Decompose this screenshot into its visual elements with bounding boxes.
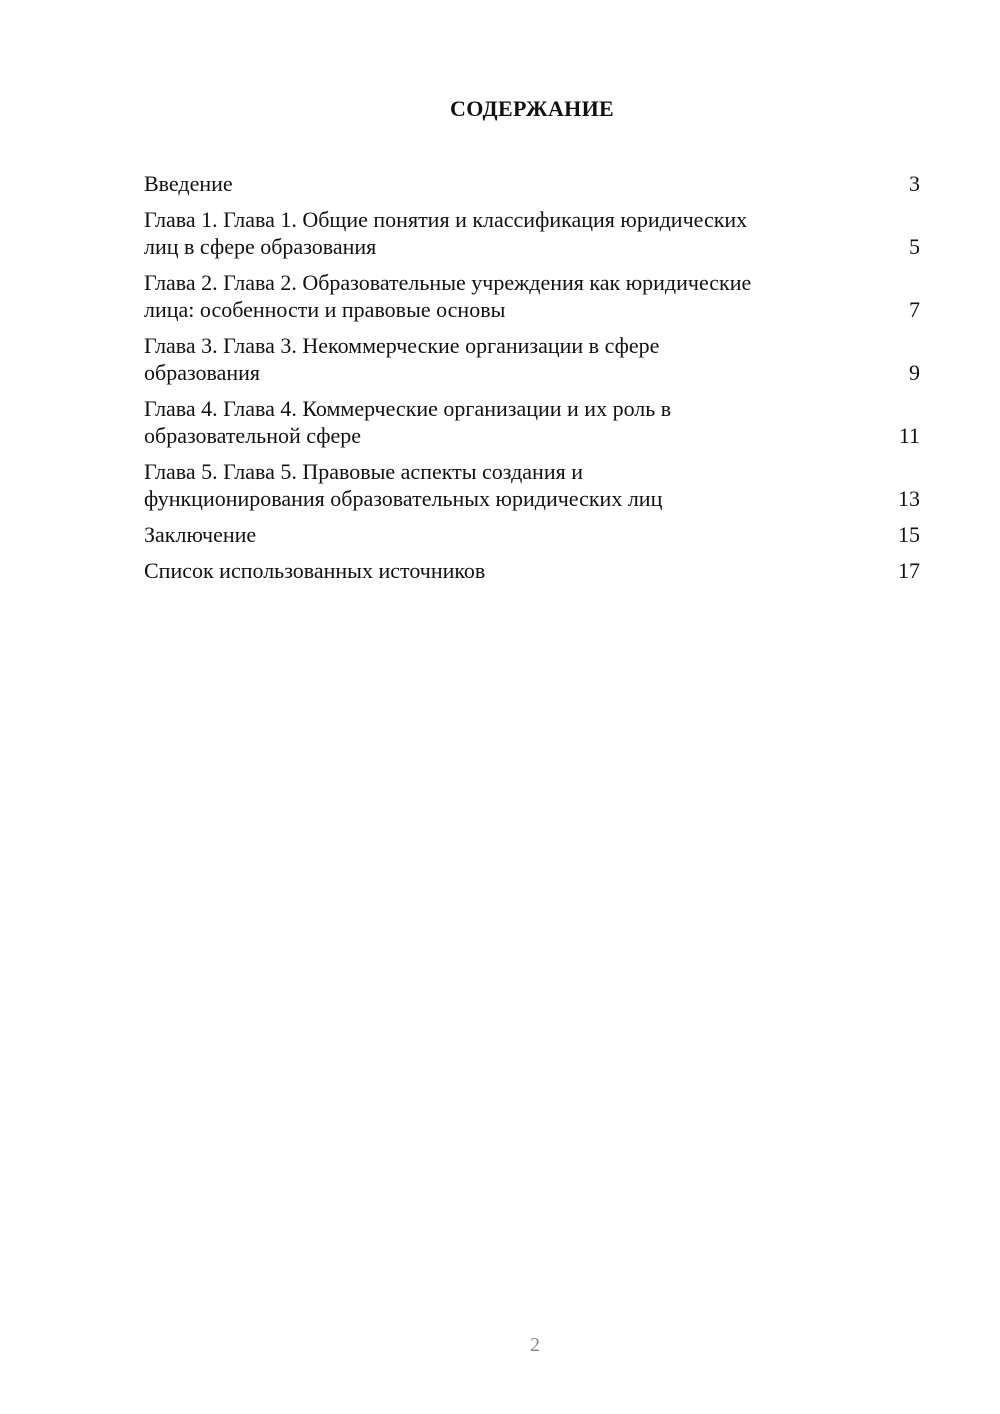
toc-entry-title: Глава 1. Глава 1. Общие понятия и классификация юридических лиц в сфере образования [144, 207, 748, 259]
toc-entry-page: 7 [909, 297, 920, 322]
toc-entry-conclusion [144, 521, 920, 548]
toc-entry-title: Глава 4. Глава 4. Коммерческие организации и их роль в образовательной сфере [144, 396, 672, 448]
toc-entry-page: 3 [909, 171, 920, 196]
toc-entry-title: Глава 5. Глава 5. Правовые аспекты создания и функционирования образовательных юридических лиц [144, 459, 663, 511]
toc-entry-page: 9 [909, 360, 920, 385]
toc-entry-chapter-5 [144, 458, 920, 512]
toc-entry-references [144, 557, 920, 584]
page-number: 2 [530, 1334, 540, 1356]
toc-entry-title: Глава 2. Глава 2. Образовательные учреждения как юридические лица: особенности и правовые основы [144, 270, 752, 322]
toc-entry-title: Список использованных источников [144, 558, 486, 583]
toc-entry-page: 11 [898, 423, 920, 448]
toc-entry-chapter-2 [144, 269, 920, 323]
toc-entry-title: Заключение [144, 522, 257, 547]
toc-entry-page: 15 [898, 522, 920, 547]
toc-entry-introduction [144, 170, 920, 197]
toc-entry-page: 17 [898, 558, 920, 583]
table-of-contents [144, 170, 920, 593]
toc-entry-chapter-1 [144, 206, 920, 260]
toc-entry-page: 13 [898, 486, 920, 511]
toc-heading: СОДЕРЖАНИЕ [450, 96, 614, 121]
toc-entry-chapter-3 [144, 332, 920, 386]
toc-entry-title: Глава 3. Глава 3. Некоммерческие организации в сфере образования [144, 333, 660, 385]
toc-entry-chapter-4 [144, 395, 920, 449]
toc-entry-page: 5 [909, 234, 920, 259]
toc-entry-title: Введение [144, 171, 233, 196]
